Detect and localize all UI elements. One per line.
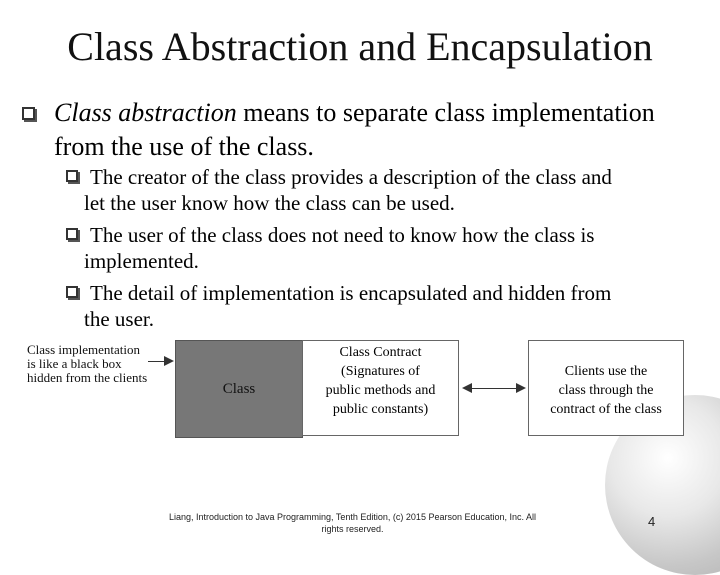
- caption-line: is like a black box: [27, 356, 122, 371]
- footer-copyright: [140, 511, 565, 535]
- contract-line: (Signatures of: [341, 364, 420, 379]
- sub-bullet-1-line1: The creator of the class provides a description of the class and: [90, 165, 612, 189]
- sub-bullet-3: [84, 280, 700, 332]
- contract-line: public methods and: [325, 383, 436, 398]
- main-bullet-term: Class abstraction: [54, 98, 237, 127]
- contract-line: Class Contract: [339, 345, 422, 360]
- sub-bullet-square-icon: [66, 228, 78, 240]
- diagram-caption: [27, 343, 157, 385]
- sub-bullet-square-icon: [66, 170, 78, 182]
- footer-line-1: Liang, Introduction to Java Programming, Tenth Edition, (c) 2015 Pearson Education, Inc. All: [168, 512, 537, 522]
- main-bullet-rest-2: from the use of the class.: [54, 132, 314, 161]
- double-arrow-right-head-icon: [516, 383, 526, 393]
- sub-bullet-1-line2: let the user know how the class can be used.: [84, 191, 455, 215]
- footer-line-2: rights reserved.: [321, 524, 384, 534]
- main-bullet-text: [54, 96, 704, 164]
- clients-box: [528, 340, 684, 436]
- sub-bullet-2: [84, 222, 700, 274]
- sub-bullet-3-line2: the user.: [84, 307, 154, 331]
- bullet-square-icon: [22, 107, 35, 120]
- class-box: [175, 340, 303, 438]
- sub-bullet-2-line1: The user of the class does not need to know how the class is: [90, 223, 595, 247]
- sub-bullet-3-line1: The detail of implementation is encapsulated and hidden from: [90, 281, 612, 305]
- caption-line: hidden from the clients: [27, 370, 148, 385]
- slide-title: Class Abstraction and Encapsulation: [67, 24, 653, 69]
- sub-bullet-1: [84, 164, 700, 216]
- page-number: 4: [648, 514, 656, 529]
- class-box-label: Class: [222, 380, 256, 397]
- clients-line: Clients use the: [564, 364, 648, 379]
- clients-line: contract of the class: [550, 402, 662, 417]
- contract-line: public constants): [332, 402, 429, 417]
- sub-bullet-square-icon: [66, 286, 78, 298]
- caption-arrow-head-icon: [164, 356, 174, 366]
- double-arrow-line: [471, 388, 517, 389]
- main-bullet-rest-1: means to separate class implementation: [236, 98, 655, 127]
- caption-arrow-line: [148, 361, 165, 362]
- sub-bullet-2-line2: implemented.: [84, 249, 199, 273]
- contract-box: [302, 340, 459, 436]
- caption-line: Class implementation: [27, 342, 141, 357]
- clients-line: class through the: [558, 383, 654, 398]
